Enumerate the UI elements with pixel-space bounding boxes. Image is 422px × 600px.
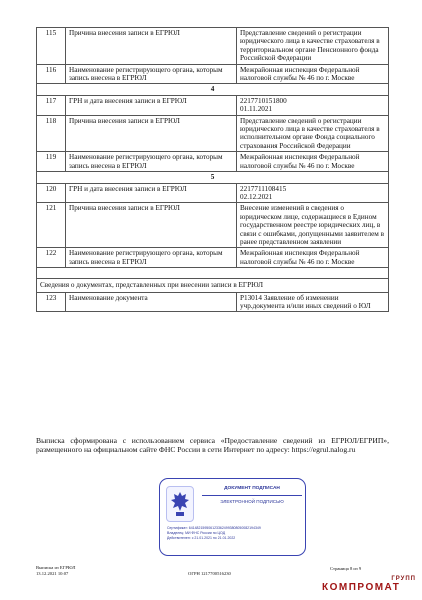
row-value: Межрайонная инспекция Федеральной налоговой службы № 46 по г. Москве: [237, 64, 389, 84]
registry-table-body: [37, 28, 389, 312]
row-label: ГРН и дата внесения записи в ЕГРЮЛ: [66, 95, 237, 115]
table-row: [37, 115, 389, 152]
footer-datetime: 13.12.2021 10:07: [36, 571, 69, 576]
stamp-subtitle: ЭЛЕКТРОННОЙ ПОДПИСЬЮ: [220, 499, 284, 504]
watermark-logo: [322, 574, 422, 598]
subheader-text: Сведения о документах, представленных при внесении записи в ЕГРЮЛ: [37, 279, 389, 292]
footnote-text: Выписка сформирована с использованием сервиса «Предоставление сведений из ЕГРЮЛ/ЕГРИП», размещенного на официальном сайте ФНС России в сети Интернет по адресу: https://egrul.nalog.ru: [36, 436, 389, 455]
row-number: 115: [37, 28, 66, 65]
row-number: 117: [37, 95, 66, 115]
row-number: 120: [37, 183, 66, 203]
row-value: Представление сведений о регистрации юридического лица в качестве страхователя в территориальном органе Пенсионного фонда Российской Федерации: [237, 28, 389, 65]
stamp-details: [167, 526, 303, 541]
row-number: 123: [37, 292, 66, 312]
footer-left: [36, 565, 76, 577]
table-row: [37, 64, 389, 84]
stamp-certificate: Сертификат: 6414821595061233624993808050082194349: [167, 526, 261, 530]
watermark-main: КОМПРОМАТ: [322, 582, 401, 593]
row-number: 121: [37, 203, 66, 248]
section-number: 4: [37, 84, 389, 95]
footer-ogrn: ОГРН 1217700516230: [188, 571, 231, 576]
row-label: Наименование документа: [66, 292, 237, 312]
section-number: 5: [37, 172, 389, 183]
stamp-title: ДОКУМЕНТ ПОДПИСАН: [224, 486, 280, 491]
registry-table: [36, 27, 389, 312]
row-label: ГРН и дата внесения записи в ЕГРЮЛ: [66, 183, 237, 203]
row-value: Межрайонная инспекция Федеральной налоговой службы № 46 по г. Москве: [237, 152, 389, 172]
row-label: Причина внесения записи в ЕГРЮЛ: [66, 28, 237, 65]
row-number: 116: [37, 64, 66, 84]
section-row: [37, 172, 389, 183]
row-label: Причина внесения записи в ЕГРЮЛ: [66, 203, 237, 248]
row-label: Наименование регистрирующего органа, которым запись внесена в ЕГРЮЛ: [66, 152, 237, 172]
table-row: [37, 28, 389, 65]
watermark-top: ГРУПП: [391, 576, 416, 582]
row-label: Наименование регистрирующего органа, которым запись внесена в ЕГРЮЛ: [66, 248, 237, 268]
footer-page-number: Страница 8 из 9: [330, 566, 362, 571]
row-value: 2217710151800 01.11.2021: [237, 95, 389, 115]
electronic-signature-stamp: [159, 478, 306, 556]
row-value: Внесение изменений в сведения о юридическом лице, содержащиеся в Едином государственном реестре юридических лиц, в связи с ошибками, допущенными заявителем в ранее представленном заявлении: [237, 203, 389, 248]
footer-doc-name: Выписка из ЕГРЮЛ: [36, 565, 76, 570]
emblem-icon: [166, 486, 194, 522]
table-row: [37, 292, 389, 312]
table-row: [37, 95, 389, 115]
row-value: 2217711108415 02.12.2021: [237, 183, 389, 203]
stamp-owner: Владелец: МИ ФНС России по ЦОД: [167, 531, 226, 535]
stamp-divider: [202, 495, 302, 496]
stamp-validity: Действителен: с 21.01.2021 по 21.01.2022: [167, 536, 236, 540]
table-row: [37, 203, 389, 248]
spacer-cell: [37, 268, 389, 279]
row-value: Р13014 Заявление об изменении учр.документа и/или иных сведений о ЮЛ: [237, 292, 389, 312]
table-row: [37, 183, 389, 203]
row-label: Причина внесения записи в ЕГРЮЛ: [66, 115, 237, 152]
row-number: 119: [37, 152, 66, 172]
row-label: Наименование регистрирующего органа, которым запись внесена в ЕГРЮЛ: [66, 64, 237, 84]
spacer-row: [37, 268, 389, 279]
row-value: Межрайонная инспекция Федеральной налоговой службы № 46 по г. Москве: [237, 248, 389, 268]
row-number: 122: [37, 248, 66, 268]
table-row: [37, 152, 389, 172]
row-number: 118: [37, 115, 66, 152]
section-row: [37, 84, 389, 95]
table-row: [37, 248, 389, 268]
subheader-row: [37, 279, 389, 292]
row-value: Представление сведений о регистрации юридического лица в качестве страхователя в исполнительном органе Фонда социального страхования Российской Федерации: [237, 115, 389, 152]
